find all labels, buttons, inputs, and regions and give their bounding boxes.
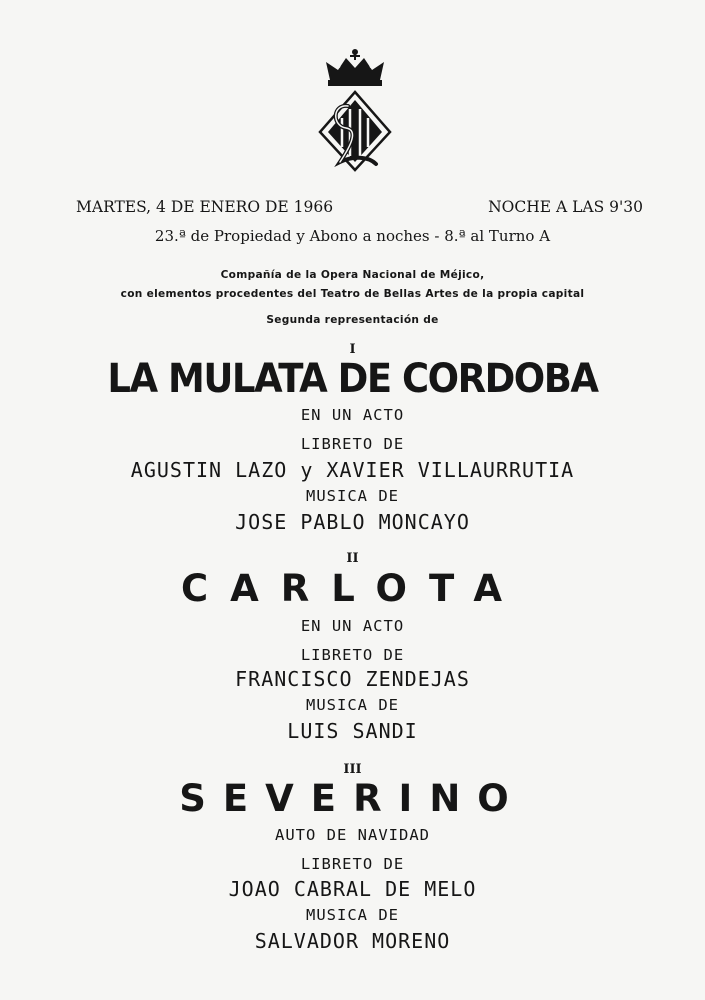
work-2-composer: LUIS SANDI xyxy=(287,719,418,743)
work-3-subtitle: AUTO DE NAVIDAD xyxy=(275,826,430,844)
work-1-librettist: AGUSTIN LAZO y XAVIER VILLAURRUTIA xyxy=(130,458,575,482)
work-1-libretto-label: LIBRETO DE xyxy=(300,435,405,453)
work-2-librettist: FRANCISCO ZENDEJAS xyxy=(235,667,470,691)
work-3-music-label: MUSICA DE xyxy=(306,906,399,924)
work-1-music-label: MUSICA DE xyxy=(306,487,399,505)
work-2-numeral: II xyxy=(346,551,359,566)
company-origin: con elementos procedentes del Teatro de Bellas Artes de la propia capital xyxy=(120,288,585,300)
work-2-title: CARLOTA xyxy=(181,567,524,610)
work-1-title: LA MULATA DE CORDOBA xyxy=(107,355,598,402)
performance-date: MARTES, 4 DE ENERO DE 1966 xyxy=(76,198,334,216)
crowned-monogram-crest-icon xyxy=(312,44,398,174)
work-2-music-label: MUSICA DE xyxy=(306,696,399,714)
work-2-subtitle: EN UN ACTO xyxy=(300,617,405,635)
work-3-librettist: JOAO CABRAL DE MELO xyxy=(228,877,477,901)
work-1-numeral: I xyxy=(349,342,356,357)
subscription-info: 23.ª de Propiedad y Abono a noches - 8.ª al Turno A xyxy=(154,227,551,245)
second-performance-label: Segunda representación de xyxy=(266,314,439,326)
performance-time: NOCHE A LAS 9'30 xyxy=(488,198,643,216)
work-2-libretto-label: LIBRETO DE xyxy=(300,646,405,664)
work-1-composer: JOSE PABLO MONCAYO xyxy=(235,510,470,534)
work-3-title: SEVERINO xyxy=(179,777,526,820)
work-3-composer: SALVADOR MORENO xyxy=(254,929,451,953)
work-3-numeral: III xyxy=(343,762,362,777)
work-3-libretto-label: LIBRETO DE xyxy=(300,855,405,873)
work-1-subtitle: EN UN ACTO xyxy=(300,406,405,424)
company-name: Compañía de la Opera Nacional de Méjico, xyxy=(220,269,485,281)
